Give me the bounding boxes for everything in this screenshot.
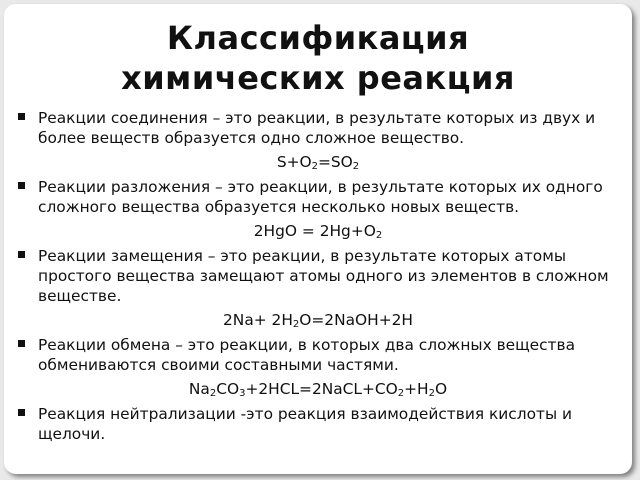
formula-combination xyxy=(4,152,632,172)
slide-title xyxy=(4,18,632,98)
formula-segment: O=2NaOH+2H xyxy=(299,311,413,329)
formula-segment: Na xyxy=(188,380,210,398)
formula-segment: 2Na+ 2H xyxy=(223,311,293,329)
bullet-text: Реакции разложения – это реакции, в результате которых их одного сложного вещества образуется несколько новых веществ. xyxy=(38,178,603,216)
formula-exchange xyxy=(4,379,632,399)
bullet-item-neutralization xyxy=(4,404,632,444)
bullet-text: Реакции соединения – это реакции, в результате которых из двух и более веществ образуется одно сложное вещество. xyxy=(38,109,596,147)
formula-decomposition xyxy=(4,221,632,241)
formula-subscript: 2 xyxy=(209,388,217,399)
formula-segment: =SO xyxy=(318,153,353,171)
bullet-list xyxy=(4,108,632,448)
formula-segment: +2HCL=2NaCL+CO xyxy=(245,380,398,398)
bullet-item-combination xyxy=(4,108,632,148)
square-bullet-icon xyxy=(18,251,25,258)
formula-substitution xyxy=(4,310,632,330)
formula-subscript: 2 xyxy=(375,230,383,241)
formula-segment: +H xyxy=(404,380,429,398)
slide xyxy=(4,4,632,474)
bullet-text: Реакции обмена – это реакции, в которых два сложных вещества обмениваются своими составными частями. xyxy=(38,336,576,374)
square-bullet-icon xyxy=(18,113,25,120)
formula-subscript: 3 xyxy=(239,388,246,399)
bullet-text: Реакция нейтрализации -это реакция взаимодействия кислоты и щелочи. xyxy=(38,405,573,443)
square-bullet-icon xyxy=(18,409,25,416)
bullet-item-decomposition xyxy=(4,177,632,217)
formula-subscript: 2 xyxy=(397,388,405,399)
title-line-2: химических реакция xyxy=(121,59,515,97)
formula-segment: O xyxy=(434,380,448,398)
formula-segment: CO xyxy=(216,380,240,398)
formula-subscript: 2 xyxy=(292,319,300,330)
formula-subscript: 2 xyxy=(428,388,435,399)
title-line-1: Классификация xyxy=(166,19,470,57)
formula-segment: 2HgO = 2Hg+O xyxy=(253,222,376,240)
square-bullet-icon xyxy=(18,182,25,189)
bullet-item-exchange xyxy=(4,335,632,375)
bullet-text: Реакции замещения – это реакции, в результате которых атомы простого вещества замещают атомы одного из элементов в сложном веществе. xyxy=(38,247,609,305)
formula-subscript: 2 xyxy=(352,161,360,172)
square-bullet-icon xyxy=(18,340,25,347)
bullet-item-substitution xyxy=(4,246,632,306)
formula-segment: S+O xyxy=(276,153,312,171)
formula-subscript: 2 xyxy=(311,161,318,172)
